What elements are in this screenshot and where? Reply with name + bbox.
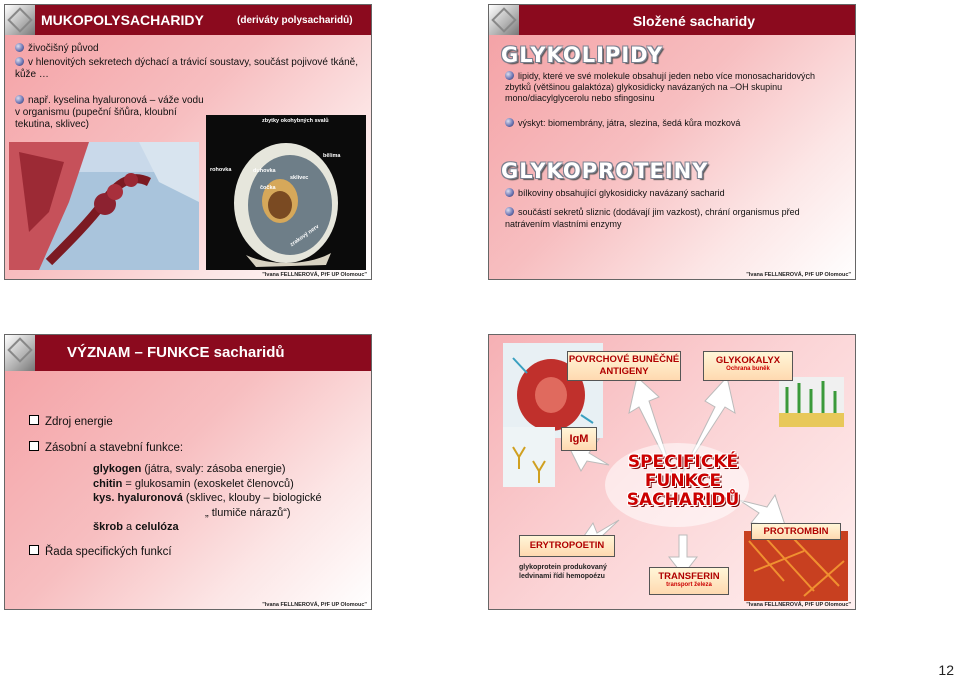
glykoproteiny-bullet-2: součástí sekretů sliznic (dodávají jim vazkost), chrání organismus před natrávením vlastními enzymy [505,207,800,229]
slide-footer: "Ivana FELLNEROVÁ, PřF UP Olomouc" [746,272,851,278]
box-antigeny: POVRCHOVÉ BUNĚČNÉ ANTIGENY [567,351,681,381]
bullet-1: živočišný původ [15,43,360,55]
umbilical-cord-photo [9,142,199,270]
slide-title-bar [489,5,855,35]
box-glykokalyx: GLYKOKALYX Ochrana buněk [703,351,793,381]
bullet-icon [505,207,514,216]
slide-footer: "Ivana FELLNEROVÁ, PřF UP Olomouc" [262,602,367,608]
eye-label-top: zbytky okohybných svalů [262,118,329,124]
bullet-icon [505,71,514,80]
bullet-2: v hlenovitých sekretech dýchací a trávicí soustavy, součást pojivové tkáně, kůže … [15,57,358,80]
center-title: SPECIFICKÉ FUNKCE SACHARIDŮ [626,452,740,510]
section-title-glykoproteiny: GLYKOPROTEINY [501,159,709,183]
item-zdroj-energie: Zdroj energie [29,415,113,428]
detail-skrob: škrob a celulóza [93,521,179,533]
section-title-glykolipidy: GLYKOLIPIDY [501,43,664,67]
slide-footer: "Ivana FELLNEROVÁ, PřF UP Olomouc" [262,272,367,278]
slide-subtitle: (deriváty polysacharidů) [237,15,353,26]
functions-detail [93,462,322,535]
box-protrombin: PROTROMBIN [751,523,841,540]
box-igm: IgM [561,427,597,451]
page-number: 12 [938,662,954,678]
bullet-icon [15,95,24,104]
eye-label-nerv: zrakový nerv [289,223,321,249]
cube-logo-icon [5,335,35,371]
checkbox-icon [29,441,39,451]
box-erytropoetin: ERYTROPOETIN [519,535,615,557]
box-transferin: TRANSFERIN transport železa [649,567,729,595]
slide-title-bar [5,5,371,35]
glykolipidy-bullet-1: lipidy, které ve své molekule obsahují jeden nebo více monosacharidových zbytků (většinou galaktóza) glykosidicky navázaných na –OH skupinu mono/diacylglycerolu nebo sfingosinu [505,71,815,103]
eye-label-sklivec: sklivec [290,175,309,181]
slide-vyznam-funkce [4,334,372,610]
detail-tlumice: „ tlumiče nárazů“) [205,506,291,519]
erytropoetin-note: glykoprotein produkovaný ledvinami řídí hemopoézu [519,564,607,580]
eye-label-cocka: čočka [260,185,276,191]
checkbox-icon [29,415,39,425]
glykolipidy-bullet-2: výskyt: biomembrány, játra, slezina, šedá kůra mozková [505,117,835,129]
bullet-icon [505,188,514,197]
item-zasobni-funkce: Zásobní a stavební funkce: [29,441,183,454]
eye-label-rohovka: rohovka [210,167,232,173]
bullet-icon [505,118,514,127]
eye-label-duhovka: duhovka [253,168,276,174]
checkbox-icon [29,545,39,555]
detail-glykogen: glykogen (játra, svaly: zásoba energie) [93,463,286,475]
eye-label-belima: bělima [323,153,341,159]
slide-title-bar [5,335,371,371]
slide-mukopolysacharidy [4,4,372,280]
slide-title: Složené sacharidy [632,13,755,29]
slide-footer: "Ivana FELLNEROVÁ, PřF UP Olomouc" [746,602,851,608]
detail-hyaluronova: kys. hyaluronová (sklivec, klouby – biologické [93,492,322,504]
eye-photo [206,115,366,270]
item-specificke-funkce: Řada specifických funkcí [29,545,172,558]
slide-specificke-funkce [488,334,856,610]
slide-title: VÝZNAM – FUNKCE sacharidů [67,344,285,361]
slide-slozene-sacharidy [488,4,856,280]
glykoproteiny-bullet-1: bílkoviny obsahující glykosidicky navázaný sacharid [505,187,835,199]
slide-title: MUKOPOLYSACHARIDY [41,12,204,28]
bullet-icon [15,57,24,66]
cube-logo-icon [489,5,519,35]
cube-logo-icon [5,5,35,35]
bullet-3: např. kyselina hyaluronová – váže vodu v organismu (pupeční šňůra, kloubní tekutina, sklivec) [15,95,204,130]
detail-chitin: chitin = glukosamin (exoskelet členovců) [93,477,294,490]
bullet-icon [15,43,24,52]
